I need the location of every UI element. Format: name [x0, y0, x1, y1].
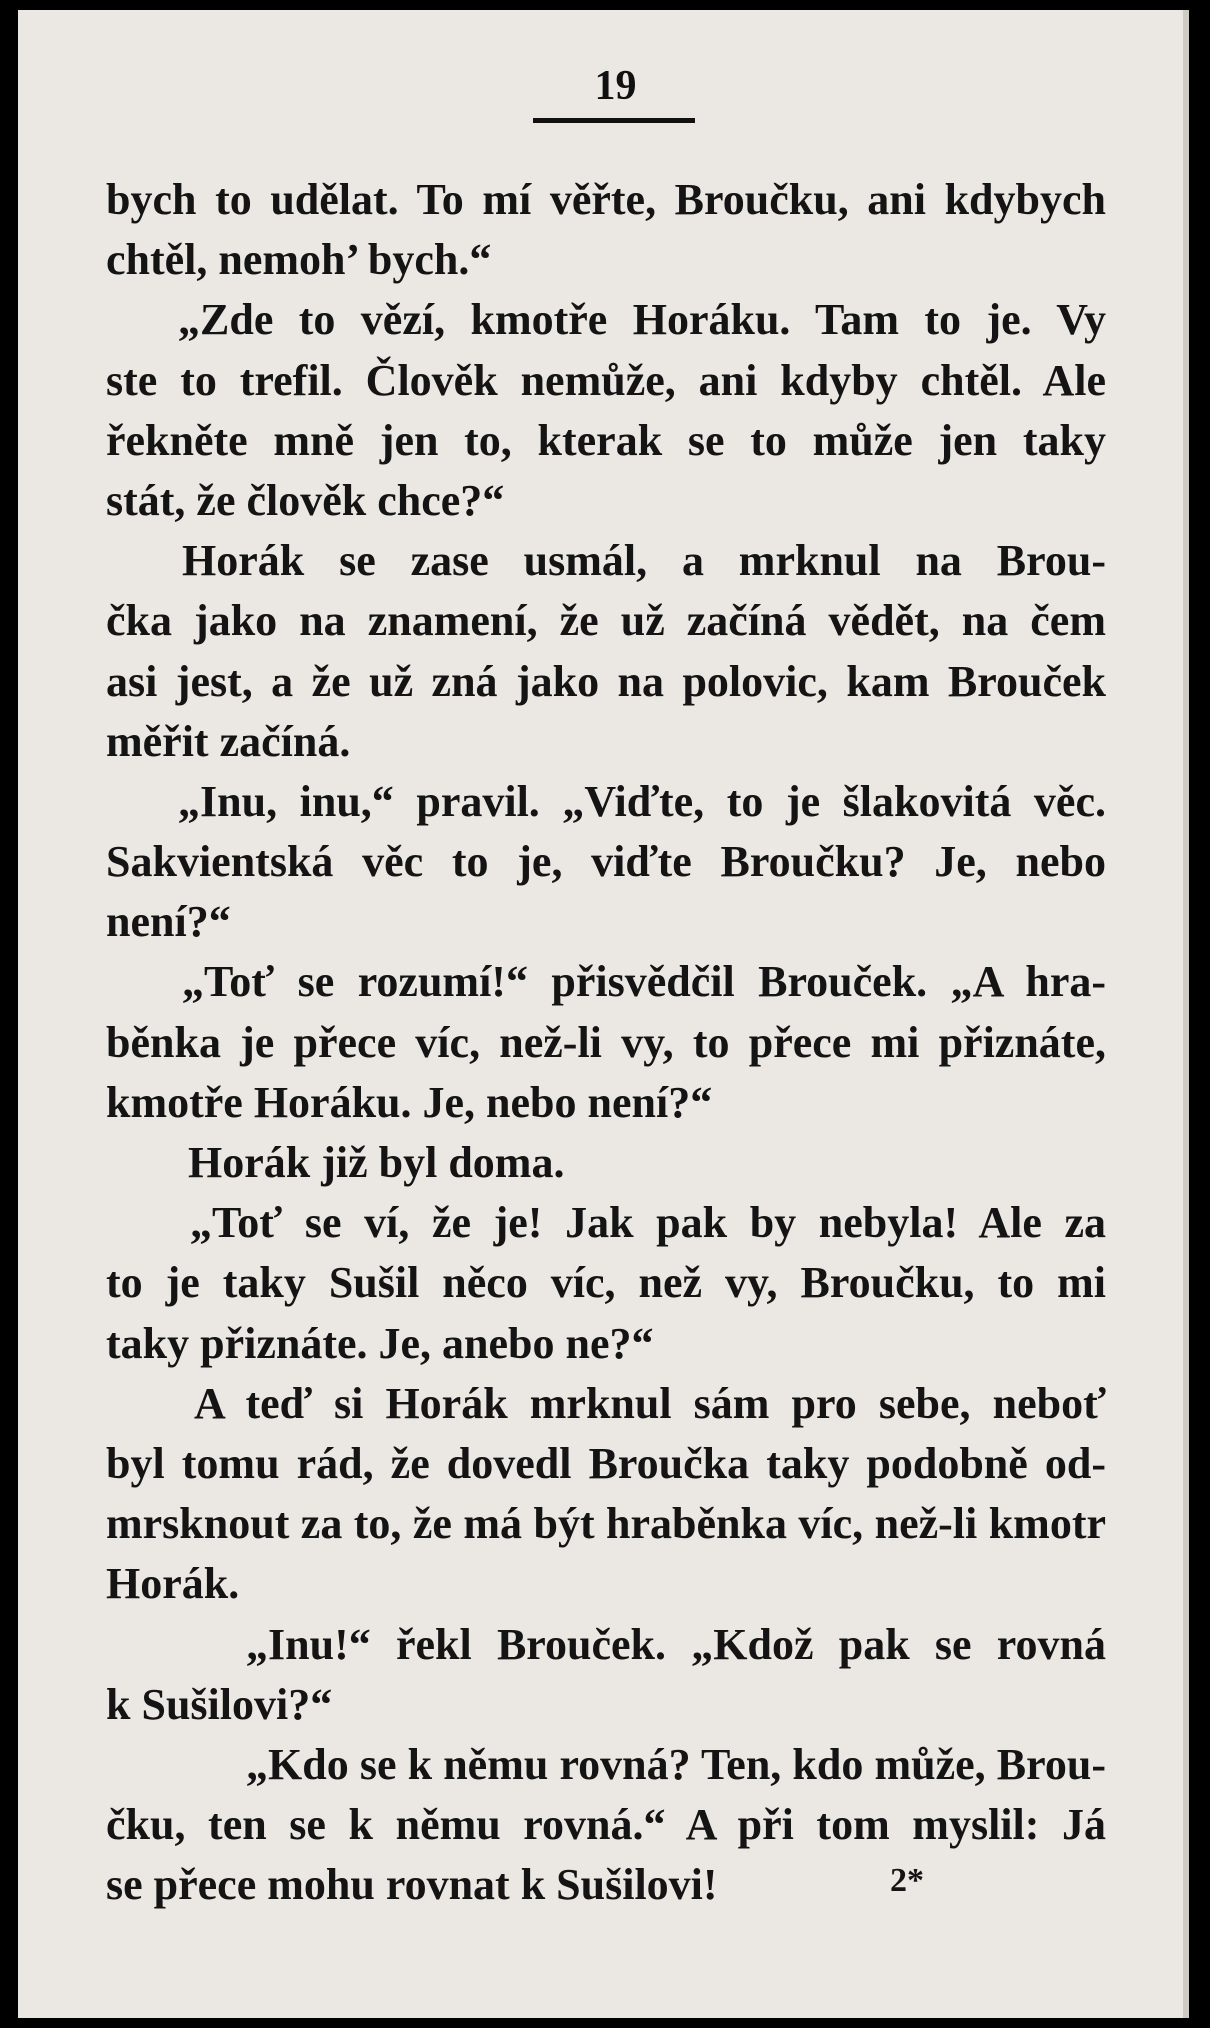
text-line: „Inu!“ řekl Brouček. „Kdož pak se rovná	[246, 1619, 1106, 1669]
text-line: ste to trefil. Člověk nemůže, ani kdyby chtěl. Ale	[106, 355, 1106, 405]
text-line: se přece mohu rovnat k Sušilovi!	[106, 1860, 718, 1910]
text-line: A teď si Horák mrknul sám pro sebe, neboť	[194, 1378, 1106, 1428]
text-line: Horák se zase usmál, a mrknul na Brou-	[182, 536, 1106, 586]
text-line: stát, že člověk chce?“	[106, 475, 505, 525]
text-line: bych to udělat. To mí věřte, Broučku, ani kdybych	[106, 175, 1106, 224]
text-line: mrsknout za to, že má být hraběnka víc, než-li kmotr	[106, 1499, 1106, 1549]
text-line: „Kdo se k němu rovná? Ten, kdo může, Brou-	[246, 1739, 1106, 1789]
text-line: čku, ten se k němu rovná.“ A při tom myslil: Já	[106, 1800, 1106, 1850]
text-line: „Zde to vězí, kmotře Horáku. Tam to je. Vy	[178, 295, 1106, 345]
body-text	[106, 170, 1106, 1915]
text-line: není?“	[106, 897, 231, 947]
text-line: „Toť se rozumí!“ přisvědčil Brouček. „A hra-	[182, 957, 1106, 1007]
text-line: kmotře Horáku. Je, nebo není?“	[106, 1077, 713, 1127]
page-number-rule	[533, 118, 695, 123]
text-line: Horák.	[106, 1559, 240, 1609]
signature-mark: 2*	[890, 1862, 924, 1899]
text-line: „Toť se ví, že je! Jak pak by nebyla! Ale za	[190, 1198, 1106, 1248]
text-line: běnka je přece víc, než-li vy, to přece mi přiznáte,	[106, 1017, 1106, 1067]
text-line: řekněte mně jen to, kterak se to může jen taky	[106, 415, 1106, 465]
page-number: 19	[594, 63, 637, 109]
text-line: byl tomu rád, že dovedl Broučka taky podobně od-	[106, 1438, 1106, 1488]
book-page	[18, 10, 1189, 2018]
text-line: měřit začíná.	[106, 716, 351, 766]
text-line: „Inu, inu,“ pravil. „Viďte, to je šlakovitá věc.	[178, 776, 1106, 826]
text-line: k Sušilovi?“	[106, 1679, 333, 1729]
text-line: taky přiznáte. Je, anebo ne?“	[106, 1318, 654, 1368]
text-line: čka jako na znamení, že už začíná vědět, na čem	[106, 596, 1106, 646]
text-line: to je taky Sušil něco víc, než vy, Broučku, to mi	[106, 1258, 1106, 1308]
text-line: chtěl, nemoh’ bych.“	[106, 235, 492, 285]
text-line: asi jest, a že už zná jako na polovic, kam Brouček	[106, 656, 1106, 706]
text-line: Horák již byl doma.	[188, 1138, 565, 1187]
text-line: Sakvientská věc to je, viďte Broučku? Je, nebo	[106, 837, 1106, 887]
